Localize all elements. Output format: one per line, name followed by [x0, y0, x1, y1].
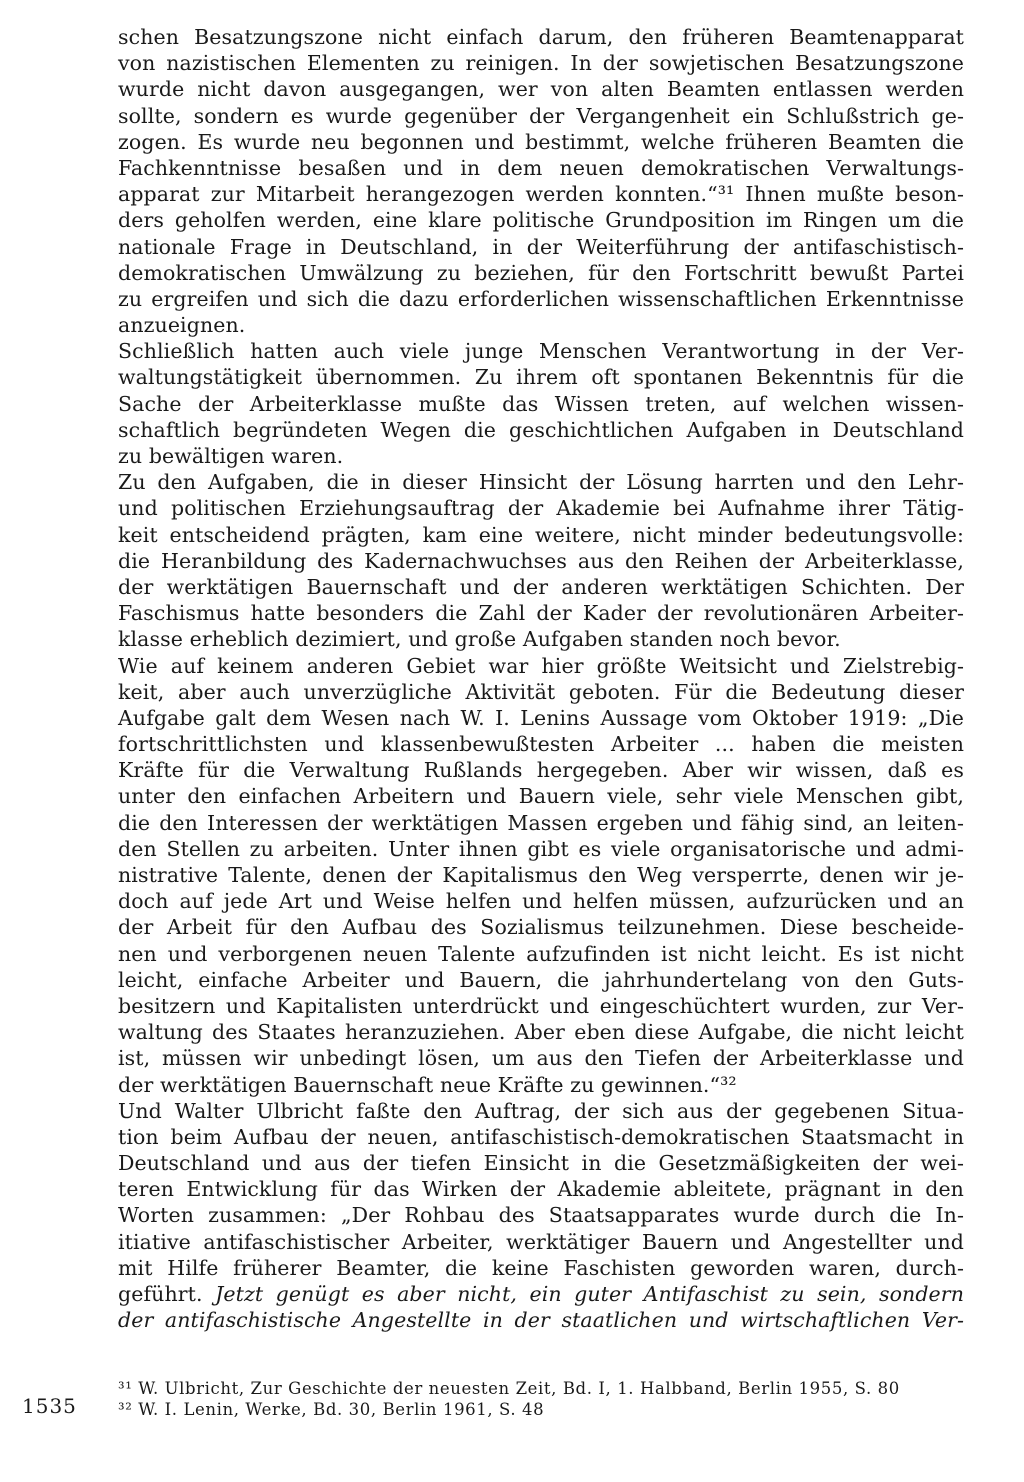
text-line: besitzern und Kapitalisten unterdrückt und eingeschüchtert wurden, zur Ver-: [118, 993, 964, 1018]
text-line: Deutschland und aus der tiefen Einsicht in die Gesetzmäßigkeiten der wei-: [118, 1151, 964, 1176]
text-line: Sache der Arbeiterklasse mußte das Wissen treten, auf welchen wissen-: [118, 391, 964, 416]
text-line-italic: der antifaschistische Angestellte in der staatlichen und wirtschaftlichen Ver-: [118, 1308, 964, 1333]
text-line: Zu den Aufgaben, die in dieser Hinsicht der Lösung harrten und den Lehr-: [118, 470, 964, 495]
text-line: anzueignen.: [118, 313, 246, 338]
text-line: der werktätigen Bauernschaft und der anderen werktätigen Schichten. Der: [118, 574, 964, 599]
text-line: keit entscheidend prägten, kam eine weitere, nicht minder bedeutungsvolle:: [118, 522, 964, 547]
text-line: der werktätigen Bauernschaft neue Kräfte zu gewinnen.“³²: [118, 1072, 737, 1097]
text-line: ist, müssen wir unbedingt lösen, um aus den Tiefen der Arbeiterklasse und: [118, 1046, 964, 1071]
text-line: [118, 1281, 964, 1307]
text-line: zu bewältigen waren.: [118, 444, 344, 468]
text-line: itiative antifaschistischer Arbeiter, werktätiger Bauern und Angestellter und: [118, 1229, 964, 1254]
footnote-31: ³¹ W. Ulbricht, Zur Geschichte der neuesten Zeit, Bd. I, 1. Halbband, Berlin 1955, S. 80: [118, 1379, 900, 1398]
text-line: waltung des Staates heranzuziehen. Aber eben diese Aufgabe, die nicht leicht: [118, 1020, 964, 1045]
text-line: apparat zur Mitarbeit herangezogen werden konnten.“³¹ Ihnen mußte beson-: [118, 182, 964, 207]
text-line: und politischen Erziehungsauftrag der Akademie bei Aufnahme ihrer Tätig-: [118, 496, 964, 521]
text-line: die den Interessen der werktätigen Massen ergeben und fähig sind, an leiten-: [118, 810, 964, 835]
text-line: nen und verborgenen neuen Talente aufzufinden ist nicht leicht. Es ist nicht: [118, 941, 964, 966]
text-line: sollte, sondern es wurde gegenüber der Vergangenheit ein Schlußstrich ge-: [118, 103, 964, 128]
text-line: nationale Frage in Deutschland, in der Weiterführung der antifaschistisch-: [118, 234, 964, 259]
text-line: der Arbeit für den Aufbau des Sozialismus teilzunehmen. Diese bescheide-: [118, 915, 964, 940]
text-line: [118, 1307, 964, 1333]
body-text: [118, 24, 964, 1333]
text-line: Und Walter Ulbricht faßte den Auftrag, der sich aus der gegebenen Situa-: [118, 1098, 964, 1123]
text-line: die Heranbildung des Kadernachwuchses aus den Reihen der Arbeiterklasse,: [118, 548, 964, 573]
text-line-roman: geführt.: [118, 1282, 203, 1306]
text-line: tion beim Aufbau der neuen, antifaschistisch-demokratischen Staatsmacht in: [118, 1124, 964, 1149]
text-line: zogen. Es wurde neu begonnen und bestimmt, welche früheren Beamten die: [118, 129, 964, 154]
text-line: wurde nicht davon ausgegangen, wer von alten Beamten entlassen werden: [118, 77, 964, 102]
footnote-32: ³² W. I. Lenin, Werke, Bd. 30, Berlin 1961, S. 48: [118, 1400, 545, 1419]
text-line: demokratischen Umwälzung zu beziehen, für den Fortschritt bewußt Partei: [118, 260, 964, 285]
text-line: den Stellen zu arbeiten. Unter ihnen gibt es viele organisatorische und admi-: [118, 836, 964, 861]
text-line: mit Hilfe früherer Beamter, die keine Faschisten geworden waren, durch-: [118, 1255, 964, 1280]
text-line: von nazistischen Elementen zu reinigen. In der sowjetischen Besatzungszone: [118, 51, 964, 76]
text-line: Wie auf keinem anderen Gebiet war hier größte Weitsicht und Zielstrebig-: [118, 653, 964, 678]
page-number: 1535: [22, 1394, 77, 1418]
text-line: waltungstätigkeit übernommen. Zu ihrem oft spontanen Bekenntnis für die: [118, 365, 964, 390]
text-line: nistrative Talente, denen der Kapitalismus den Weg versperrte, denen wir je-: [118, 863, 964, 887]
text-line: Kräfte für die Verwaltung Rußlands hergegeben. Aber wir wissen, daß es: [118, 758, 964, 783]
text-line: teren Entwicklung für das Wirken der Akademie ableitete, prägnant in den: [118, 1177, 964, 1202]
text-line: schaftlich begründeten Wegen die geschichtlichen Aufgaben in Deutschland: [118, 417, 964, 442]
text-line: leicht, einfache Arbeiter und Bauern, die jahrhundertelang von den Guts-: [118, 967, 964, 992]
text-line: ders geholfen werden, eine klare politische Grundposition im Ringen um die: [118, 208, 964, 233]
text-line: Fachkenntnisse besaßen und in dem neuen demokratischen Verwaltungs-: [118, 155, 964, 180]
text-line: Aufgabe galt dem Wesen nach W. I. Lenins Aussage vom Oktober 1919: „Die: [118, 705, 964, 730]
text-line: unter den einfachen Arbeitern und Bauern viele, sehr viele Menschen gibt,: [118, 784, 964, 809]
text-line: Worten zusammen: „Der Rohbau des Staatsapparates wurde durch die In-: [118, 1203, 964, 1228]
text-line: klasse erheblich dezimiert, und große Aufgaben standen noch bevor.: [118, 627, 841, 652]
text-line: schen Besatzungszone nicht einfach darum, den früheren Beamtenapparat: [118, 25, 964, 49]
footnotes: [118, 1378, 964, 1420]
text-line: keit, aber auch unverzügliche Aktivität geboten. Für die Bedeutung dieser: [118, 679, 964, 704]
text-line: Faschismus hatte besonders die Zahl der Kader der revolutionären Arbeiter-: [118, 601, 964, 626]
text-line: fortschrittlichsten und klassenbewußtesten Arbeiter ... haben die meisten: [118, 732, 964, 757]
text-line: zu ergreifen und sich die dazu erforderlichen wissenschaftlichen Erkenntnisse: [118, 286, 964, 311]
text-line: Schließlich hatten auch viele junge Menschen Verantwortung in der Ver-: [118, 339, 964, 364]
text-line-italic: Jetzt genügt es aber nicht, ein guter Antifaschist zu sein, sondern: [202, 1282, 964, 1306]
text-line: doch auf jede Art und Weise helfen und helfen müssen, aufzurücken und an: [118, 889, 964, 914]
